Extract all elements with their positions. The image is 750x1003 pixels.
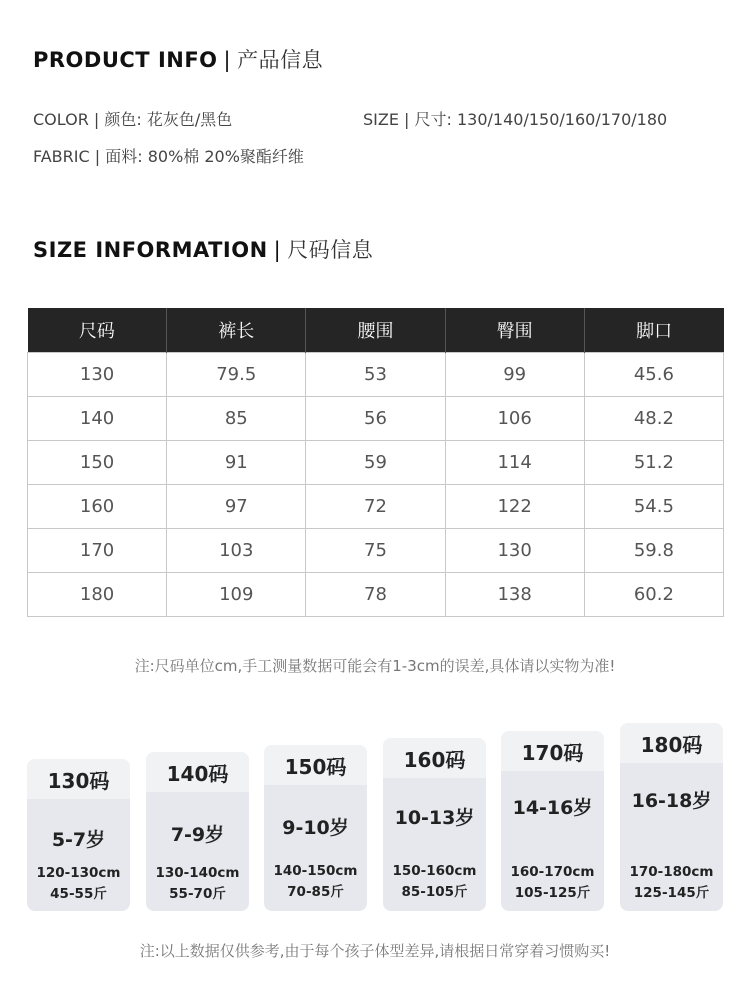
fabric-info: FABRIC | 面料: 80%棉 20%聚酯纤维 xyxy=(33,147,304,166)
table-cell: 160 xyxy=(28,485,167,529)
size-card-weight: 105-125斤 xyxy=(514,885,591,901)
size-card-age: 16-18岁 xyxy=(631,790,712,812)
size-card-180 xyxy=(620,723,723,911)
table-cell: 91 xyxy=(167,441,306,485)
header-hip: 臀围 xyxy=(445,308,584,353)
size-card-label: 150码 xyxy=(264,745,367,785)
table-cell: 106 xyxy=(445,397,584,441)
product-info-title-zh: 产品信息 xyxy=(237,48,324,72)
size-table-header-row xyxy=(28,308,724,353)
size-table xyxy=(27,308,724,617)
measurement-note: 注:尺码单位cm,手工测量数据可能会有1-3cm的误差,具体请以实物为准! xyxy=(134,657,616,675)
table-row xyxy=(28,485,724,529)
title-divider: | xyxy=(223,48,232,72)
table-cell: 48.2 xyxy=(584,397,723,441)
table-cell: 114 xyxy=(445,441,584,485)
table-cell: 72 xyxy=(306,485,445,529)
table-cell: 97 xyxy=(167,485,306,529)
table-cell: 85 xyxy=(167,397,306,441)
size-card-label: 160码 xyxy=(383,738,486,778)
size-card-age: 5-7岁 xyxy=(51,829,106,851)
table-cell: 51.2 xyxy=(584,441,723,485)
header-length: 裤长 xyxy=(167,308,306,353)
product-info-title-en: PRODUCT INFO xyxy=(33,48,218,72)
size-card-label: 180码 xyxy=(620,723,723,763)
table-cell: 79.5 xyxy=(167,353,306,397)
bottom-note: 注:以上数据仅供参考,由于每个孩子体型差异,请根据日常穿着习惯购买! xyxy=(139,942,611,960)
size-card-height: 130-140cm xyxy=(155,865,240,881)
size-card-height: 170-180cm xyxy=(629,864,714,880)
table-row xyxy=(28,441,724,485)
size-card-age: 7-9岁 xyxy=(170,824,225,846)
size-card-age: 14-16岁 xyxy=(512,797,593,819)
size-information-title-en: SIZE INFORMATION xyxy=(33,238,268,262)
table-row xyxy=(28,397,724,441)
size-card-130 xyxy=(27,759,130,911)
header-size: 尺码 xyxy=(28,308,167,353)
size-information-title xyxy=(33,234,373,264)
table-row xyxy=(28,529,724,573)
table-cell: 138 xyxy=(445,573,584,617)
size-information-title-zh: 尺码信息 xyxy=(287,238,374,262)
size-card-150 xyxy=(264,745,367,911)
size-info: SIZE | 尺寸: 130/140/150/160/170/180 xyxy=(363,110,668,129)
table-cell: 54.5 xyxy=(584,485,723,529)
size-card-weight: 125-145斤 xyxy=(633,885,710,901)
header-leg-opening: 脚口 xyxy=(584,308,723,353)
size-card-label: 140码 xyxy=(146,752,249,792)
table-cell: 59 xyxy=(306,441,445,485)
size-card-weight: 45-55斤 xyxy=(50,886,107,902)
table-cell: 99 xyxy=(445,353,584,397)
product-info-title xyxy=(33,44,323,74)
size-card-age: 9-10岁 xyxy=(282,817,349,839)
color-info: COLOR | 颜色: 花灰色/黑色 xyxy=(33,110,233,129)
size-card-140 xyxy=(146,752,249,911)
table-cell: 75 xyxy=(306,529,445,573)
table-cell: 150 xyxy=(28,441,167,485)
table-row xyxy=(28,573,724,617)
size-card-age: 10-13岁 xyxy=(394,807,475,829)
table-cell: 130 xyxy=(28,353,167,397)
size-card-height: 120-130cm xyxy=(36,865,121,881)
size-card-height: 160-170cm xyxy=(510,864,595,880)
size-card-170 xyxy=(501,731,604,911)
size-card-160 xyxy=(383,738,486,911)
size-card-height: 140-150cm xyxy=(273,863,358,879)
table-cell: 103 xyxy=(167,529,306,573)
table-cell: 122 xyxy=(445,485,584,529)
table-cell: 78 xyxy=(306,573,445,617)
table-cell: 45.6 xyxy=(584,353,723,397)
table-row xyxy=(28,353,724,397)
header-waist: 腰围 xyxy=(306,308,445,353)
size-card-label: 170码 xyxy=(501,731,604,771)
table-cell: 59.8 xyxy=(584,529,723,573)
size-card-height: 150-160cm xyxy=(392,863,477,879)
table-cell: 170 xyxy=(28,529,167,573)
size-card-weight: 55-70斤 xyxy=(169,886,226,902)
size-card-label: 130码 xyxy=(27,759,130,799)
size-card-weight: 70-85斤 xyxy=(287,884,344,900)
table-cell: 53 xyxy=(306,353,445,397)
table-cell: 109 xyxy=(167,573,306,617)
size-card-weight: 85-105斤 xyxy=(401,884,468,900)
table-cell: 56 xyxy=(306,397,445,441)
table-cell: 130 xyxy=(445,529,584,573)
title-divider: | xyxy=(273,238,282,262)
table-cell: 60.2 xyxy=(584,573,723,617)
table-cell: 180 xyxy=(28,573,167,617)
table-cell: 140 xyxy=(28,397,167,441)
